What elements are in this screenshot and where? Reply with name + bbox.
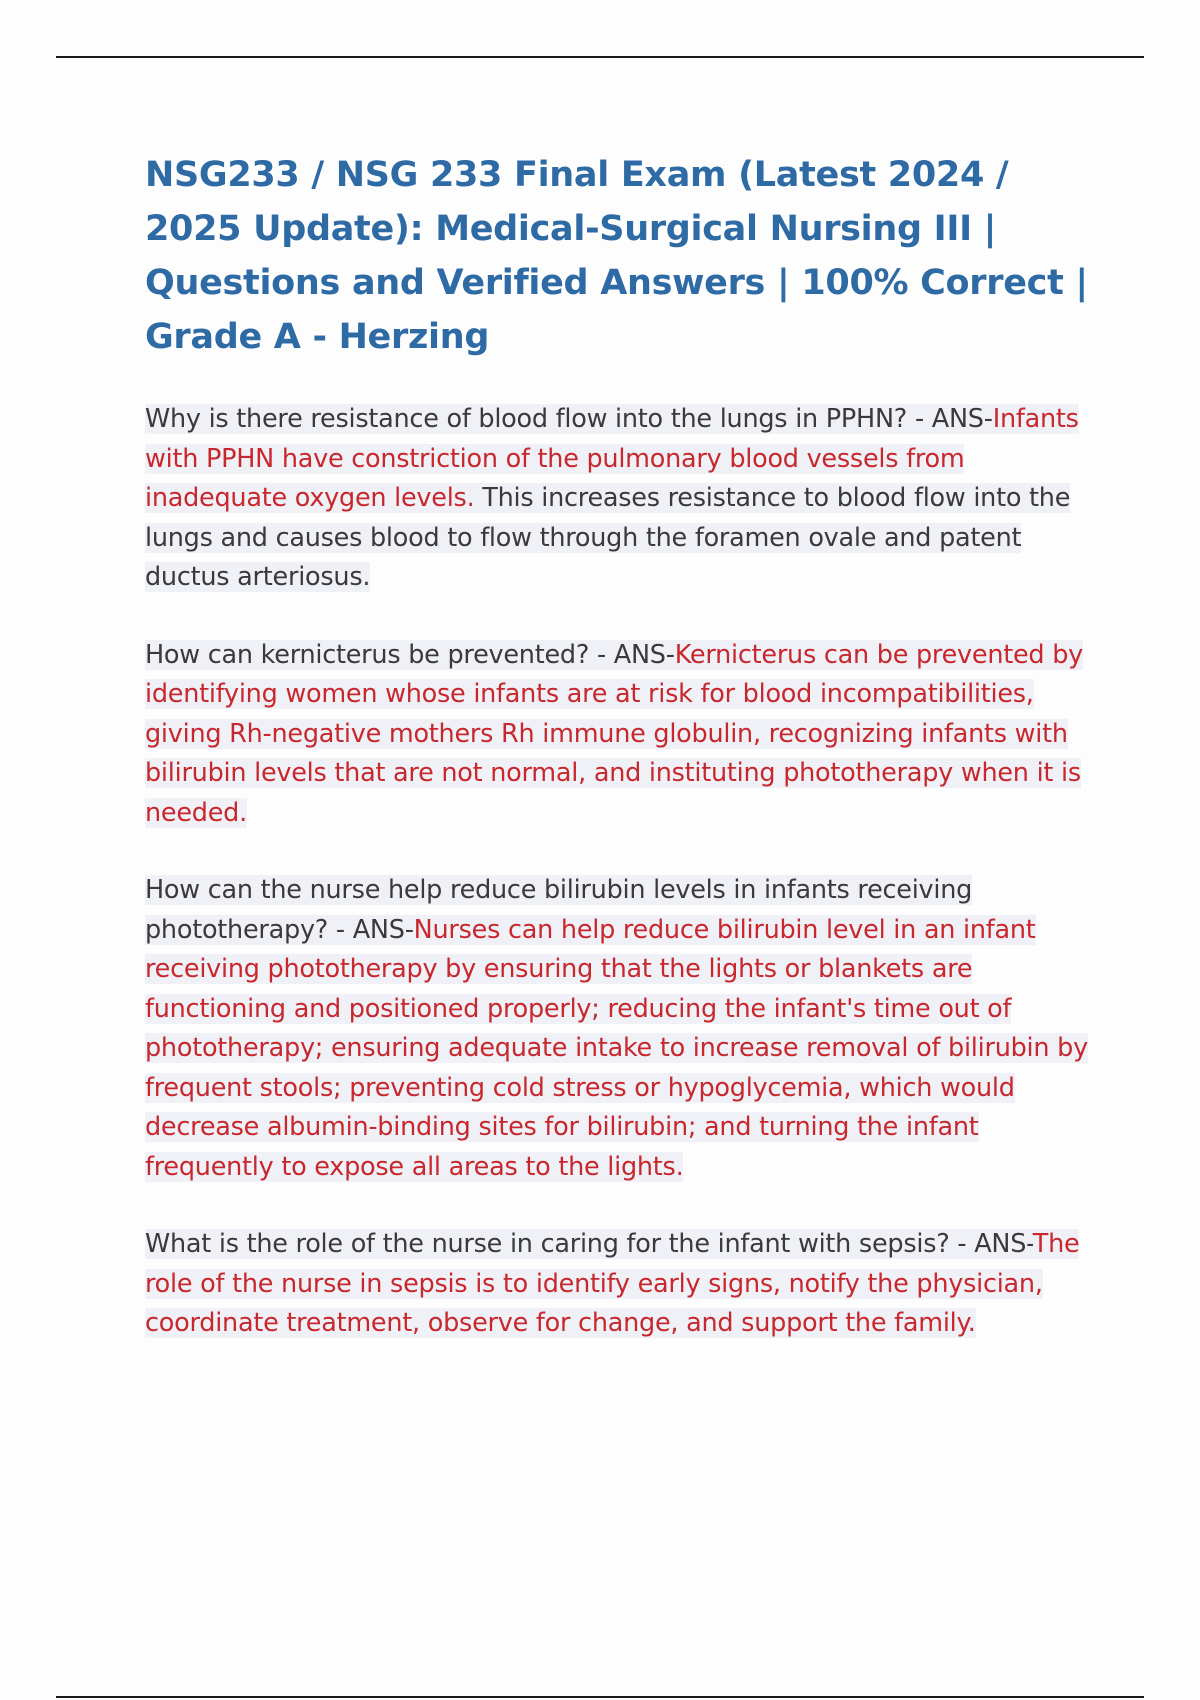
answer-prefix: ANS- xyxy=(613,639,675,670)
qa-item-1 xyxy=(145,400,1095,598)
question-text: Why is there resistance of blood flow into the lungs in PPHN? - xyxy=(145,404,932,434)
question-text: How can kernicterus be prevented? - xyxy=(145,639,614,670)
answer-prefix: ANS- xyxy=(352,914,414,945)
question-text: What is the role of the nurse in caring for the infant with sepsis? - xyxy=(145,1229,975,1259)
document-title: NSG233 / NSG 233 Final Exam (Latest 2024 / 2025 Update): Medical-Surgical Nursing III | Questions and Verified Answers | 100% Correct | Grade A - Herzing xyxy=(145,155,1088,357)
answer-text: Kernicterus can be prevented by identifying women whose infants are at risk for blood incompatibilities, giving Rh-negative mothers Rh immune globulin, recognizing infants with bilirubin levels that are not normal, and instituting phototherapy when it is needed. xyxy=(145,639,1083,828)
qa-item-4 xyxy=(145,1225,1095,1344)
top-divider xyxy=(56,56,1144,58)
question-text: How can the nurse help reduce bilirubin levels in infants receiving phototherapy? - xyxy=(145,875,973,945)
answer-continuation: This increases resistance to blood flow into the lungs and causes blood to flow through the foramen ovale and patent ductus arteriosus. xyxy=(145,483,1071,592)
qa-item-2 xyxy=(145,636,1095,834)
answer-text: Infants with PPHN have constriction of the pulmonary blood vessels from inadequate oxygen levels. xyxy=(145,404,1079,513)
answer-prefix: ANS- xyxy=(931,404,993,434)
bottom-divider xyxy=(56,1696,1144,1698)
answer-text: Nurses can help reduce bilirubin level in an infant receiving phototherapy by ensuring that the lights or blankets are functioning and positioned properly; reducing the infant's time out of phototherapy; ensuring adequate intake to increase removal of bilirubin by frequent stools; preventing cold stress or hypoglycemia, which would decrease albumin-binding sites for bilirubin; and turning the infant frequently to expose all areas to the lights. xyxy=(145,914,1088,1182)
answer-text: The role of the nurse in sepsis is to identify early signs, notify the physician, coordinate treatment, observe for change, and support the family. xyxy=(145,1229,1080,1338)
document-body xyxy=(145,148,1095,1382)
qa-item-3 xyxy=(145,871,1095,1187)
answer-prefix: ANS- xyxy=(974,1229,1033,1259)
